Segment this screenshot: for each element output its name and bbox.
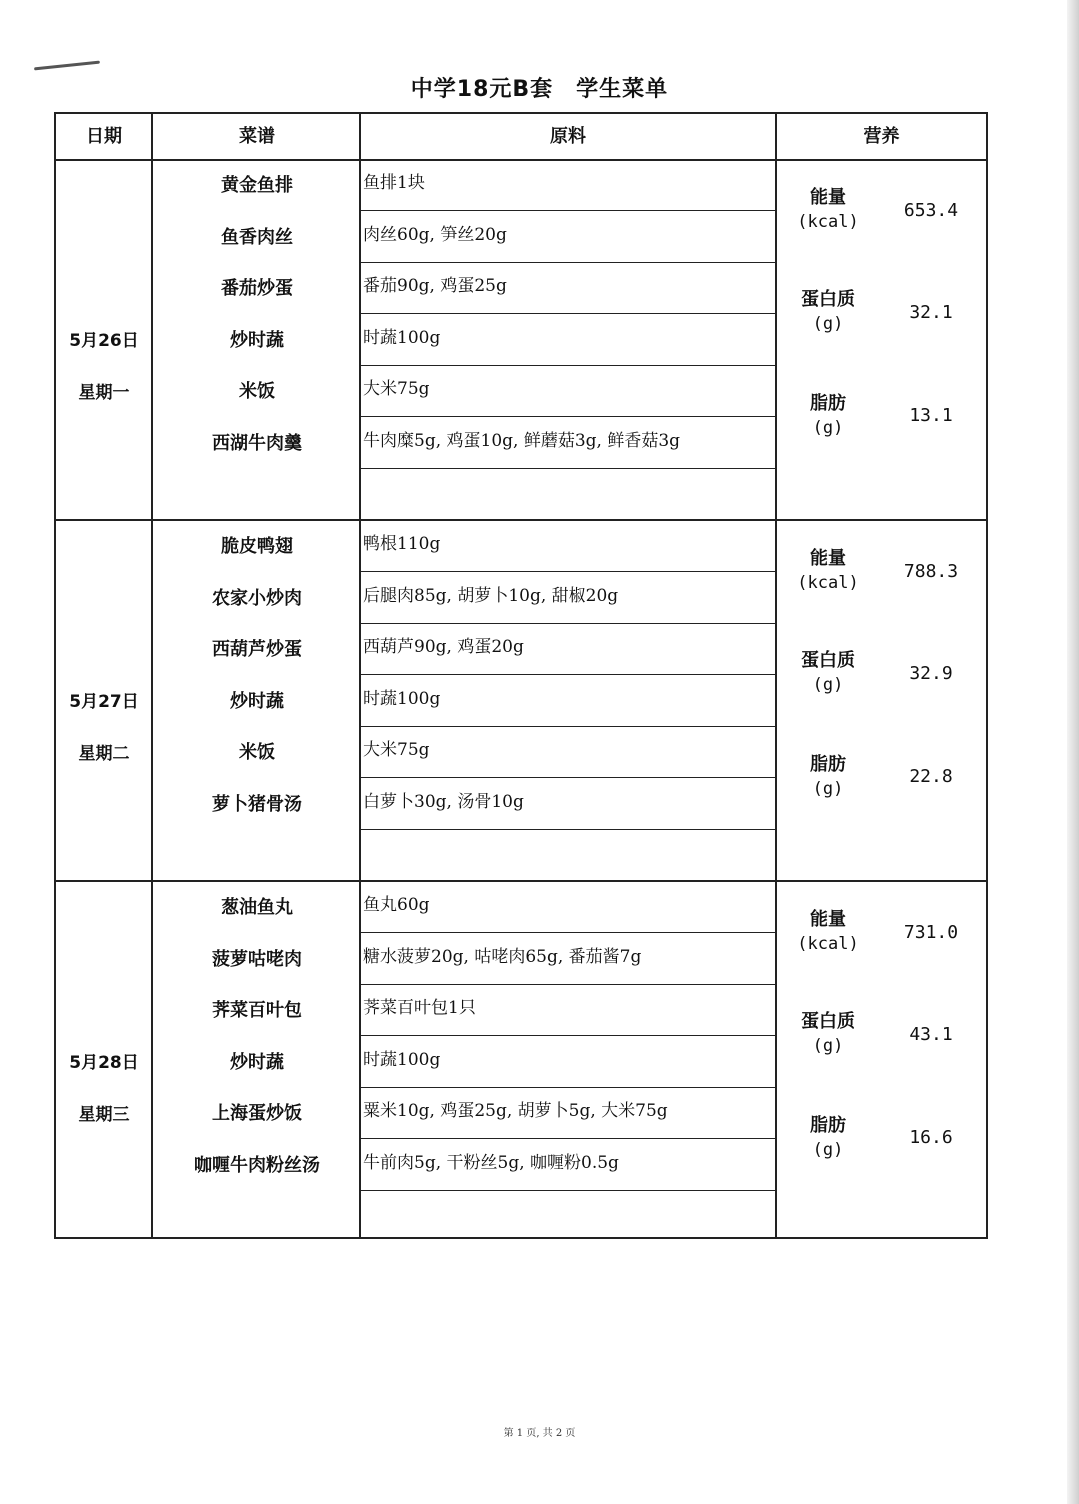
protein-unit-text: (g) — [812, 1036, 844, 1056]
energy-label-text: 能量 — [810, 548, 846, 569]
ingredient-text: 鱼排1块 — [363, 173, 425, 193]
date-cell — [56, 521, 152, 882]
ingredient-text: 牛肉糜5g, 鸡蛋10g, 鲜蘑菇3g, 鲜香菇3g — [363, 430, 681, 451]
ingredient-text: 白萝卜30g, 汤骨10g — [363, 791, 524, 812]
ingredient-text: 后腿肉85g, 胡萝卜10g, 甜椒20g — [363, 585, 619, 606]
ingredient-text: 时蔬100g — [363, 1049, 441, 1070]
ingredient-text: 荠菜百叶包1只 — [363, 998, 476, 1018]
protein-unit-text: (g) — [812, 675, 844, 695]
ingredient-text: 番茄90g, 鸡蛋25g — [363, 276, 507, 296]
fat-unit-text: (g) — [812, 1140, 844, 1160]
energy-label — [788, 547, 868, 595]
protein-label — [788, 1010, 868, 1058]
dish-name: 炒时蔬 — [230, 329, 284, 351]
day-block — [56, 882, 986, 1243]
ingredient-text: 粟米10g, 鸡蛋25g, 胡萝卜5g, 大米75g — [363, 1101, 668, 1121]
ingredient-row — [361, 624, 775, 675]
header-row — [56, 114, 986, 161]
fat-value: 22.8 — [909, 766, 953, 787]
dish-name: 番茄炒蛋 — [221, 278, 293, 299]
fat-label — [788, 392, 868, 440]
day-block — [56, 160, 986, 521]
ingredient-row — [361, 573, 775, 624]
page-title: 中学18元B套 学生菜单 — [410, 77, 669, 102]
dish-name: 咖喱牛肉粉丝汤 — [194, 1154, 320, 1176]
fat-label-text: 脂肪 — [810, 754, 846, 775]
ingredient-text: 时蔬100g — [363, 688, 441, 709]
date-text: 5月26日 — [69, 331, 139, 351]
energy-unit-text: (kcal) — [797, 934, 859, 954]
fat-label-text: 脂肪 — [810, 393, 846, 414]
energy-value: 653.4 — [903, 200, 959, 221]
energy-value: 731.0 — [903, 922, 959, 943]
ingredient-text: 大米75g — [363, 379, 430, 399]
ingredient-text: 西葫芦90g, 鸡蛋20g — [363, 637, 524, 657]
date-text: 5月27日 — [69, 692, 139, 712]
date-cell — [56, 160, 152, 521]
protein-label-text: 蛋白质 — [801, 1011, 855, 1032]
ingredient-row — [361, 727, 775, 778]
protein-value: 32.1 — [909, 302, 953, 323]
fat-value: 13.1 — [909, 405, 953, 426]
dish-name: 炒时蔬 — [230, 690, 284, 712]
dish-name: 西葫芦炒蛋 — [212, 639, 302, 660]
dish-name: 上海蛋炒饭 — [212, 1103, 302, 1124]
header-ingredients: 原料 — [550, 126, 586, 147]
dish-name: 菠萝咕咾肉 — [212, 948, 302, 970]
ingredient-row — [361, 882, 775, 933]
fat-value: 16.6 — [909, 1127, 953, 1148]
ingredient-text: 肉丝60g, 笋丝20g — [363, 224, 507, 245]
dish-name: 鱼香肉丝 — [221, 226, 293, 248]
energy-label-text: 能量 — [810, 187, 846, 208]
header-menu: 菜谱 — [239, 126, 275, 147]
ingredient-row — [361, 676, 775, 727]
protein-value: 32.9 — [909, 663, 953, 684]
ingredient-row — [361, 521, 775, 572]
date-cell — [56, 882, 152, 1243]
dish-name: 荠菜百叶包 — [212, 1000, 302, 1021]
header-date: 日期 — [86, 126, 122, 147]
ingredient-row — [361, 366, 775, 417]
page-edge-shadow — [1067, 0, 1079, 1504]
dish-name: 米饭 — [239, 381, 275, 402]
dish-name: 黄金鱼排 — [221, 175, 293, 196]
ingredient-text: 鱼丸60g — [363, 895, 430, 915]
ingredient-row — [361, 1140, 775, 1191]
dish-name: 西湖牛肉羹 — [212, 432, 302, 454]
protein-label-text: 蛋白质 — [801, 289, 855, 310]
dish-name: 炒时蔬 — [230, 1051, 284, 1073]
weekday-text: 星期二 — [78, 744, 130, 764]
dish-name: 葱油鱼丸 — [221, 897, 293, 918]
energy-value: 788.3 — [903, 561, 959, 582]
header-nutrition: 营养 — [863, 126, 900, 147]
fat-unit-text: (g) — [812, 779, 844, 799]
protein-label-text: 蛋白质 — [801, 650, 855, 671]
ingredient-row — [361, 1037, 775, 1088]
day-block — [56, 521, 986, 882]
date-text: 5月28日 — [69, 1053, 139, 1073]
ingredient-row — [361, 934, 775, 985]
fat-unit-text: (g) — [812, 418, 844, 438]
protein-label — [788, 649, 868, 697]
ingredient-row — [361, 160, 775, 211]
protein-label — [788, 288, 868, 336]
energy-label — [788, 908, 868, 956]
ingredient-text: 时蔬100g — [363, 327, 441, 348]
ingredient-text: 鸭根110g — [363, 534, 441, 554]
page-footer: 第 1 页, 共 2 页 — [503, 1428, 576, 1439]
energy-unit-text: (kcal) — [797, 573, 859, 593]
dish-name: 脆皮鸭翅 — [221, 536, 293, 557]
ingredient-row — [361, 212, 775, 263]
pen-mark — [34, 61, 100, 71]
ingredient-row — [361, 418, 775, 469]
ingredient-text: 牛前肉5g, 干粉丝5g, 咖喱粉0.5g — [363, 1152, 619, 1173]
menu-table — [54, 112, 988, 1239]
dish-name: 农家小炒肉 — [212, 587, 302, 609]
ingredient-row — [361, 315, 775, 366]
energy-unit-text: (kcal) — [797, 212, 859, 232]
ingredient-text: 大米75g — [363, 740, 430, 760]
energy-label-text: 能量 — [810, 909, 846, 930]
fat-label — [788, 753, 868, 801]
ingredient-row — [361, 779, 775, 830]
weekday-text: 星期三 — [78, 1105, 130, 1125]
weekday-text: 星期一 — [78, 383, 130, 403]
ingredient-row — [361, 263, 775, 314]
protein-value: 43.1 — [909, 1024, 953, 1045]
ingredient-text: 糖水菠萝20g, 咕咾肉65g, 番茄酱7g — [363, 946, 642, 967]
fat-label — [788, 1114, 868, 1162]
energy-label — [788, 186, 868, 234]
protein-unit-text: (g) — [812, 314, 844, 334]
ingredient-row — [361, 1088, 775, 1139]
dish-name: 萝卜猪骨汤 — [212, 793, 302, 815]
fat-label-text: 脂肪 — [810, 1115, 846, 1136]
ingredient-row — [361, 985, 775, 1036]
dish-name: 米饭 — [239, 742, 275, 763]
